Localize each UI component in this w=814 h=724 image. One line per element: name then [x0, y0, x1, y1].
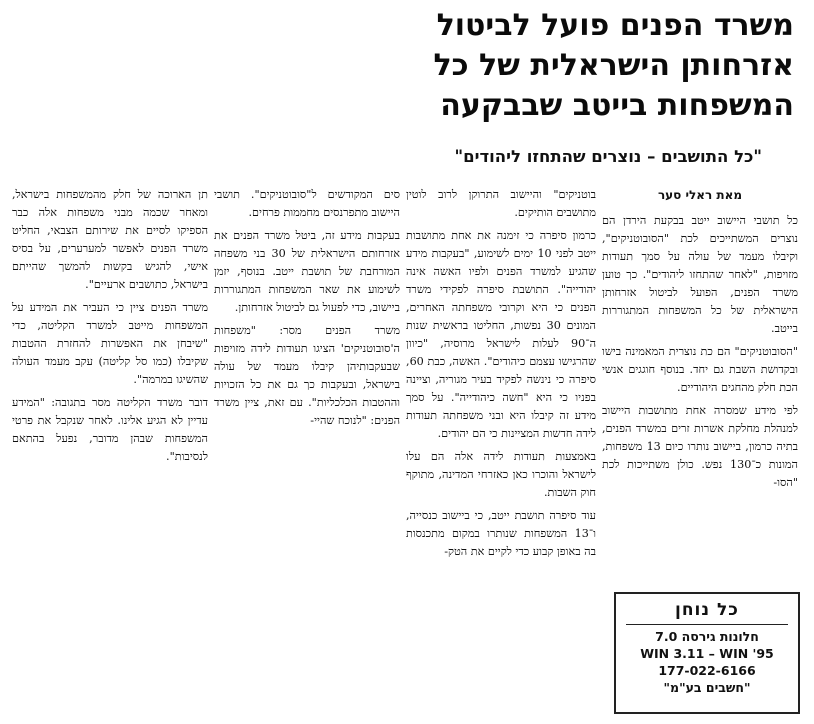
article-column-4: [12, 186, 208, 471]
paragraph: בוטניקים" והיישוב התרוקן לרוב לוטין מתושבים הותיקים.: [406, 188, 596, 219]
paragraph: באמצעות תעודות לידה אלה הם עלו לישראל והוכרו כאן כאזרחי המדינה, מתוקף חוק השבות.: [406, 450, 596, 499]
headline: משרד הפנים פועל לביטול אזרחותן הישראלית של כל המשפחות בייטב שבבקעה: [433, 8, 794, 123]
paragraph: "הסובוטניקים" הם כת נוצרית המאמינה בישו ובקדושת השבת גם יחד. בנוסף חוגגים אנשי הכת חלק מהחגים היהודיים.: [602, 345, 798, 394]
article-column-1: [602, 186, 798, 497]
paragraph: משרד הפנים ציין כי העביר את המידע על המשפחות מייטב למשרד הקליטה, כדי "שיבחן את האפשרות להחזרת ההטבות שקיבלו (כמו סל קליטה) עקב מעמד העולה שהשיגו במרמה".: [12, 301, 208, 386]
paragraph: כל תושבי היישוב ייטב בבקעת הירדן הם נוצרים המשתייכים לכת "הסובוטניקים", וקיבלו מעמד של עולה על סמך תעודות מזויפות, "לאחר שהתחזו ליהודים". כך טוען משרד הפנים, הפועל לביטול אזרחותן הישראלית של כל המשפחות המתגוררות בייטב.: [602, 214, 798, 335]
paragraph: משרד הפנים מסר: "משפחות ה'סובוטניקים' הציגו תעודות לידה מזויפות שבעקבותיהן קיבלו מעמד של עולה בישראל, ובעקבות כך גם את כל הזכויות וההטבות הכלכליות". עם זאת, ציין משרד הפנים: "לנוכח שהיי-: [214, 324, 400, 427]
ad-company-name: "חשבים בע"מ": [663, 680, 751, 695]
paragraph: לפי מידע שמסרה אחת מתושבות היישוב למנהלת מחלקת אשרות זרים במשרד הפנים, בתיה כרמון, ביישוב נותרו כיום 13 משפחות, המונות כ־130 נפש. כולן משתייכות לכת "הסו-: [602, 404, 798, 489]
byline: מאת ראלי סער: [657, 188, 743, 202]
subheadline: "כל התושבים – נוצרים שהתחזו ליהודים": [454, 147, 762, 166]
paragraph: תן הארוכה של חלק מהמשפחות בישראל, ומאחר שכמה מבני משפחות אלה כבר הספיקו לסיים את שירותם הצבאי, החליט משרד הפנים לאפשר למערערים, על בסיס אישי, להגיש בקשות להמשך שהייתם בישראל, כתושבים ארעיים".: [12, 188, 208, 291]
article-column-3: [214, 186, 400, 435]
ad-version-line: WIN 3.11 – WIN '95: [640, 646, 774, 661]
paragraph: עוד סיפרה תושבת ייטב, כי ביישוב כנסייה, ו־13 המשפחות שנותרו במקום מתכנסות בה באופן קבוע כדי לקיים את הטק-: [406, 509, 596, 558]
paragraph: דובר משרד הקליטה מסר בתגובה: "המידע עדיין לא הגיע אלינו. לאחר שנקבל את פרטי המשפחות שבהן מדובר, נפעל בהתאם לנסיבות".: [12, 396, 208, 463]
paragraph: כרמון סיפרה כי זימנה את אחת מתושבות ייטב לפני 10 ימים לשימוע, "בעקבות מידע שהגיע למשרד הפנים ולפיו האשה אינה יהודייה". התושבת סיפרה לפקידי משרד הפנים כי היא וקרובי משפחתה האחרים, המונים 30 נפשות, החליטו בראשית שנות ה־90 לעלות לישראל מרוסיה, "כיוון שהרגישו עצמם כיהודים". האשה, כבת 60, סיפרה כי נינשה לפקיד בעיר מגוריה, וציינה בפניו כי היא "חשה כיהודייה". על סמך מידע זה קיבלו היא ובני משפחתה תעודות לידה חדשות המציינות כי הם יהודים.: [406, 229, 597, 440]
paragraph: בעקבות מידע זה, ביטל משרד הפנים את אזרחותם הישראלית של 30 בני משפחה המורחבת של תושבת ייטב. בנוסף, יזמן לשימוע את שאר המשפחות המתגוררות ביישוב, כדי לפעול גם לביטול אזרחותן.: [214, 229, 400, 314]
ad-product-line: חלונות גירסה 7.0: [655, 629, 759, 644]
paragraph: סים המקודשים ל"סובוטניקים". תושבי היישוב מתפרנסים מחממות פרחים.: [214, 188, 400, 219]
advertisement-box: [614, 592, 800, 714]
ad-logo: כל נוחן: [626, 598, 788, 625]
article-column-2: [406, 186, 596, 566]
ad-phone-number: 177-022-6166: [658, 663, 756, 678]
